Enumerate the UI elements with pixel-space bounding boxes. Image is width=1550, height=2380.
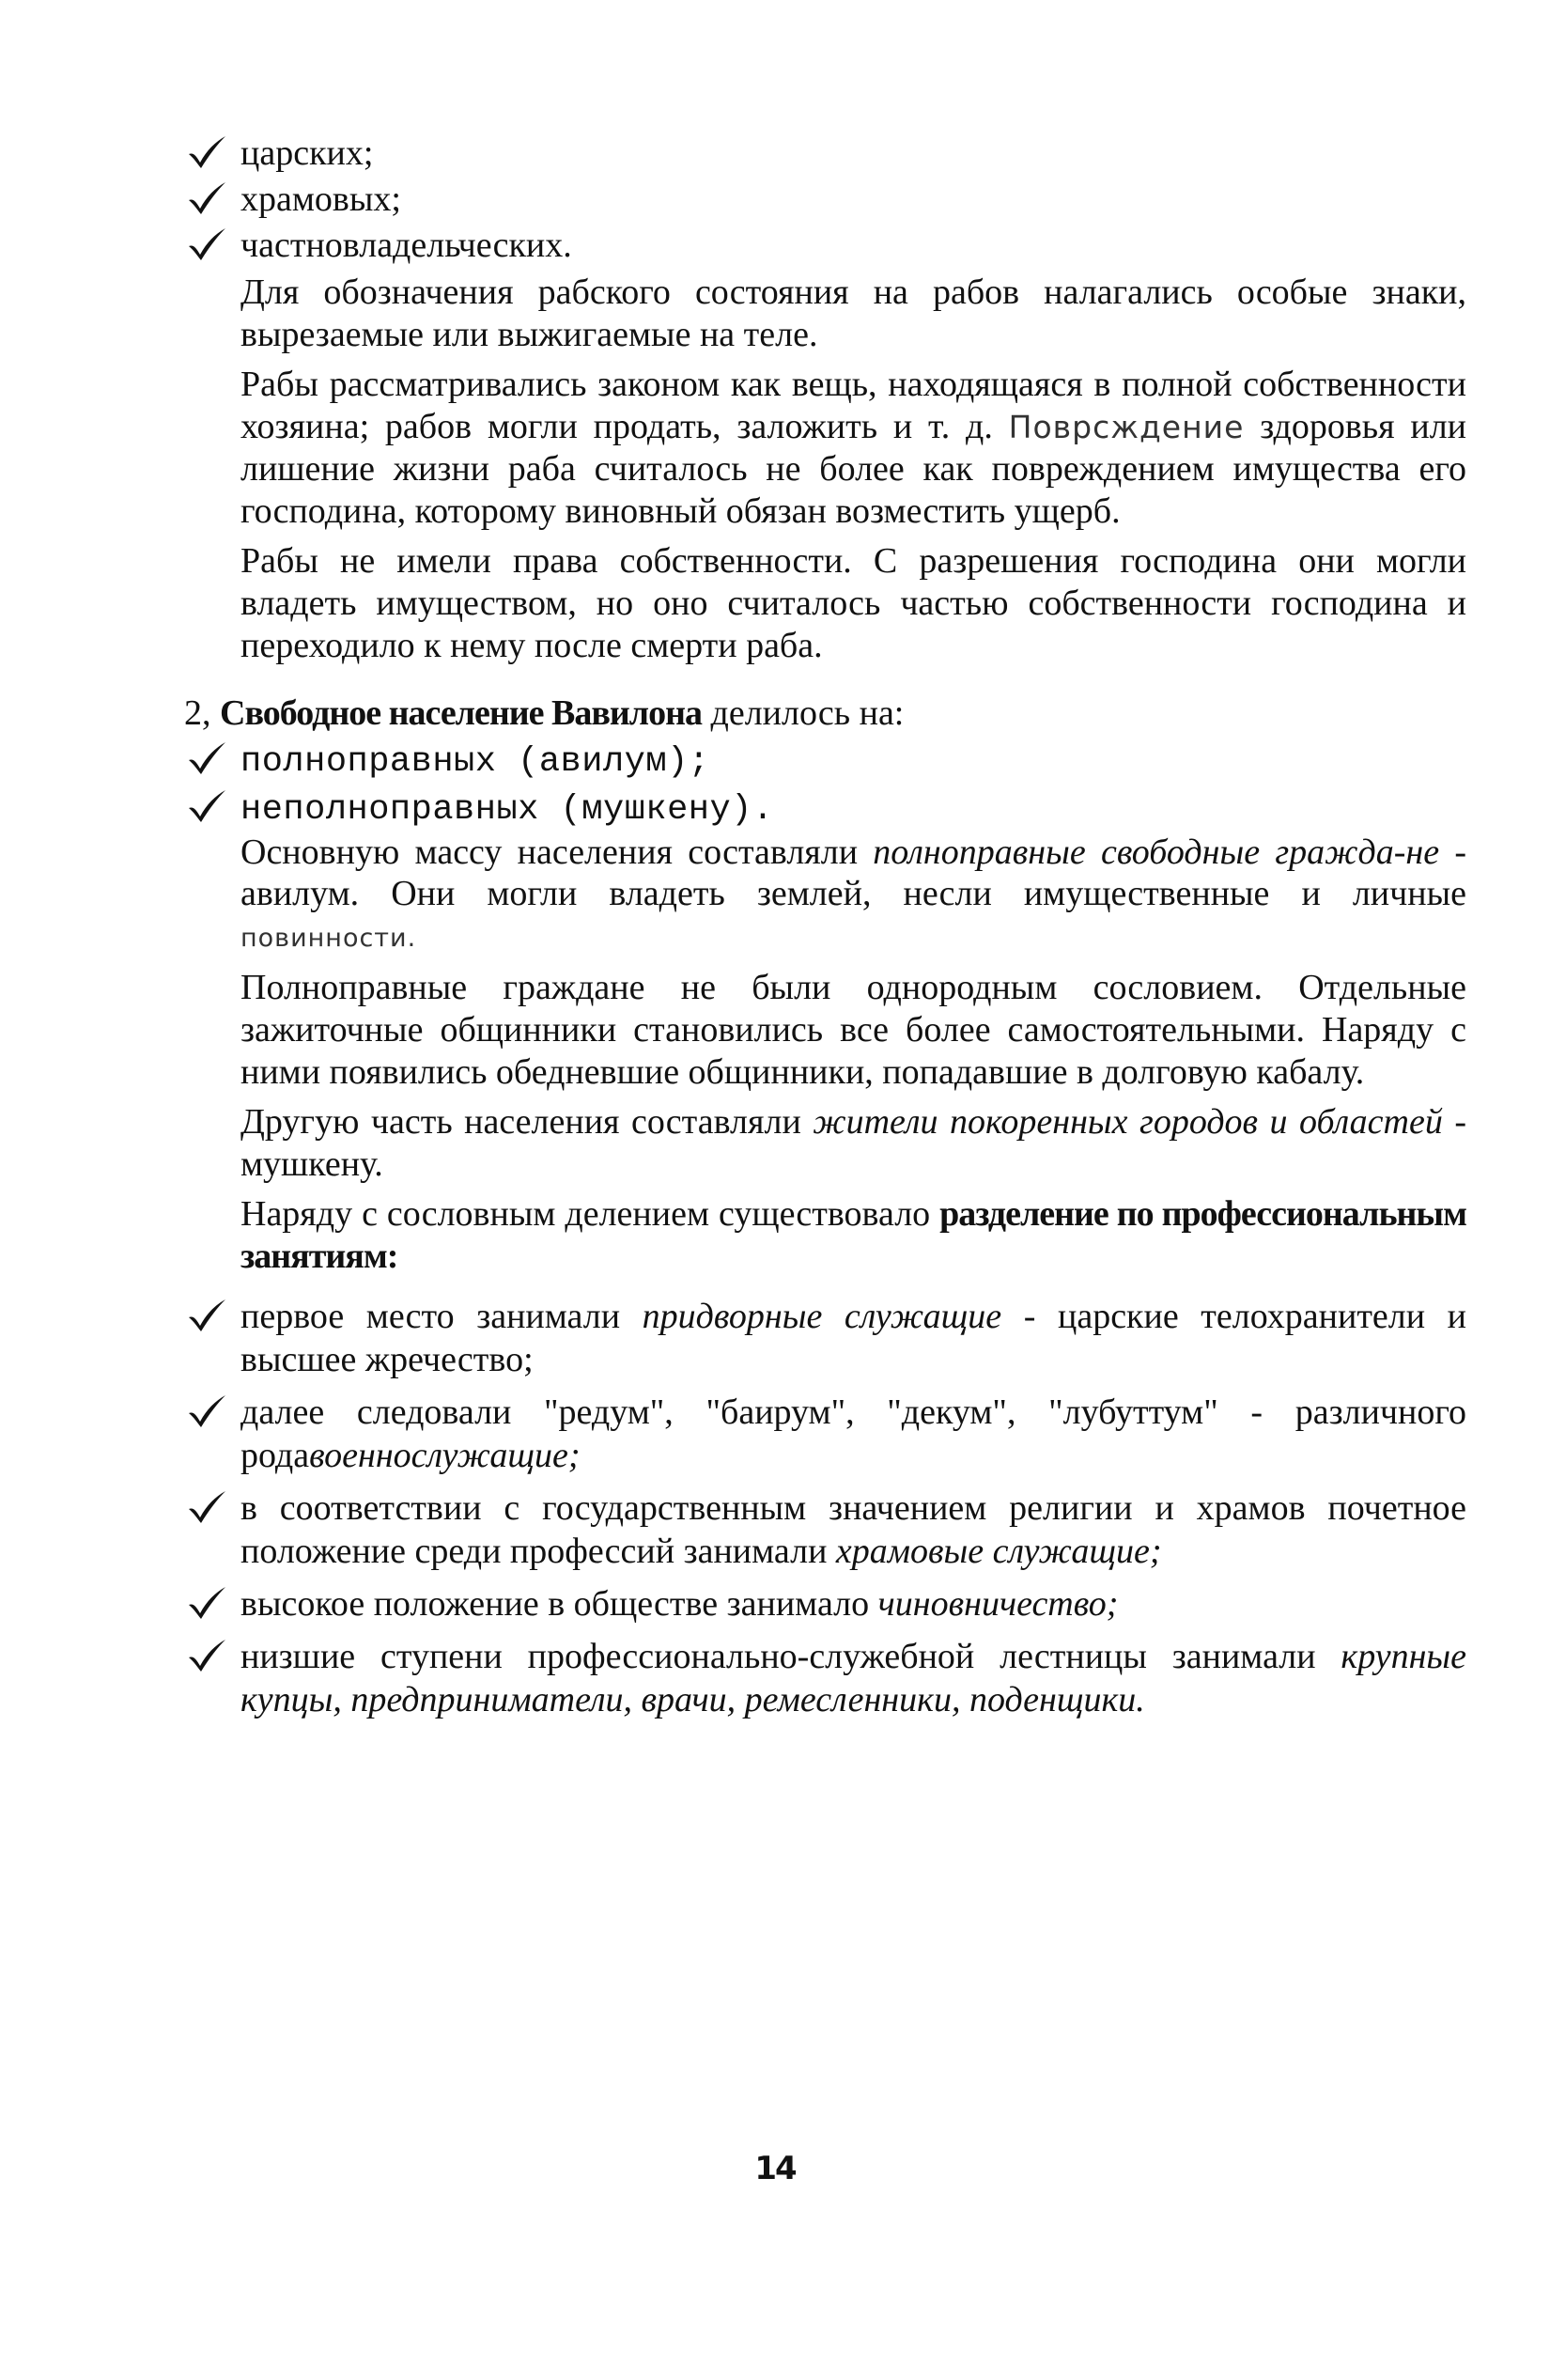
paragraph-main-mass (240, 832, 1466, 959)
checkmark-icon (186, 133, 227, 171)
checkmark-icon (186, 1488, 227, 1526)
italic-run: жители покоренных городов и областей (813, 1102, 1443, 1142)
paragraph-full-citizens: Полноправные граждане не были однородным сословием. Отдельные зажиточные общинники становились все более самостоятельными. Наряду с ними появились обедневшие общинники, попадавшие в долговую кабалу. (240, 968, 1466, 1092)
list-item (184, 1295, 1466, 1381)
list-item (184, 738, 1466, 786)
list-item-text: полноправных (авилум); (240, 742, 710, 782)
paragraph-slave-property: Рабы не имели права собственности. С разрешения господина они могли владеть имуществом, но оно считалось частью собственности господина и переходило к нему после смерти раба. (240, 541, 1466, 665)
text-run: - мушкену. (240, 1102, 1467, 1184)
list-item (184, 224, 1466, 270)
italic-run: полноправные свободные (873, 832, 1261, 872)
list-item (184, 132, 1466, 178)
checkmark-icon (186, 1297, 227, 1334)
list-item-text: царских; (240, 133, 374, 173)
heading-number: 2, (184, 693, 211, 733)
list-item-text: храмовых; (240, 179, 401, 219)
checkmark-icon (186, 1392, 227, 1430)
italic-run: гражда-не (1275, 832, 1440, 872)
list-item (184, 178, 1466, 224)
italic-run: крупные купцы, предприниматели, врачи, ремесленники, поденщики. (240, 1637, 1467, 1719)
slave-types-list (184, 132, 1466, 270)
page-content (184, 132, 1466, 1731)
checkmark-icon (186, 1637, 227, 1674)
text-run: далее следовали "редум", "баирум", "декум", "лубуттум" - различного рода (240, 1392, 1466, 1475)
list-item-text: неполноправных (мушкену). (240, 790, 774, 830)
text-run: низшие ступени профессионально-служебной лестницы занимали (240, 1637, 1316, 1676)
italic-run: придворные служащие (642, 1297, 1002, 1336)
italic-run: военнослужащие; (309, 1436, 581, 1475)
checkmark-icon (186, 739, 227, 777)
heading-bold: Свободное население Вавилона (220, 693, 702, 733)
text-run: Наряду с сословным делением существовало (240, 1194, 931, 1234)
text-run: высокое положение в обществе занимало (240, 1584, 870, 1624)
text-run: Основную массу населения составляли (240, 832, 859, 872)
checkmark-icon (186, 226, 227, 263)
text-run: повинности. (240, 924, 417, 953)
section-heading (184, 692, 1466, 736)
list-item (184, 786, 1466, 832)
italic-run: чиновничество; (877, 1584, 1119, 1624)
professions-list (184, 1295, 1466, 1721)
text-run: Рабы рассматривались законом как вещь, находящаяся в полной собственности хозяина; рабов могли продать, заложить и т. д. (240, 365, 1466, 446)
text-run: первое место занимали (240, 1297, 621, 1336)
list-item (184, 1486, 1466, 1573)
text-run: в соответствии с государственным значением религии и храмов почетное положение среди профессий занимали (240, 1488, 1466, 1571)
list-item-text: частновладельческих. (240, 226, 572, 265)
italic-run: храмовые служащие; (835, 1532, 1162, 1571)
text-run: - авилум. Они могли владеть землей, несли имущественные и личные (240, 832, 1467, 913)
checkmark-icon (186, 787, 227, 825)
heading-text: делилось на: (710, 693, 905, 733)
list-item (184, 1635, 1466, 1721)
paragraph-slave-law (240, 364, 1466, 533)
text-run: - царские телохранители и высшее жречество; (240, 1297, 1467, 1379)
paragraph-slave-marks: Для обозначения рабского состояния на рабов налагались особые знаки, вырезаемые или выжигаемые на теле. (240, 272, 1466, 354)
page-number: 14 (754, 2150, 796, 2187)
bold-run: разделение по профессиональным занятиям: (240, 1194, 1466, 1276)
list-item (184, 1391, 1466, 1477)
text-run: Поврсждение (1008, 409, 1245, 445)
free-population-list (184, 738, 1466, 832)
text-run: Другую часть населения составляли (240, 1102, 801, 1142)
list-item (184, 1582, 1466, 1626)
checkmark-icon (186, 179, 227, 217)
checkmark-icon (186, 1584, 227, 1622)
paragraph-other-population (240, 1101, 1466, 1186)
paragraph-professions (240, 1193, 1466, 1278)
text-run: здоровья или лишение жизни раба считалось не более как повреждением имущества его господина, которому виновный обязан возместить ущерб. (240, 407, 1467, 531)
